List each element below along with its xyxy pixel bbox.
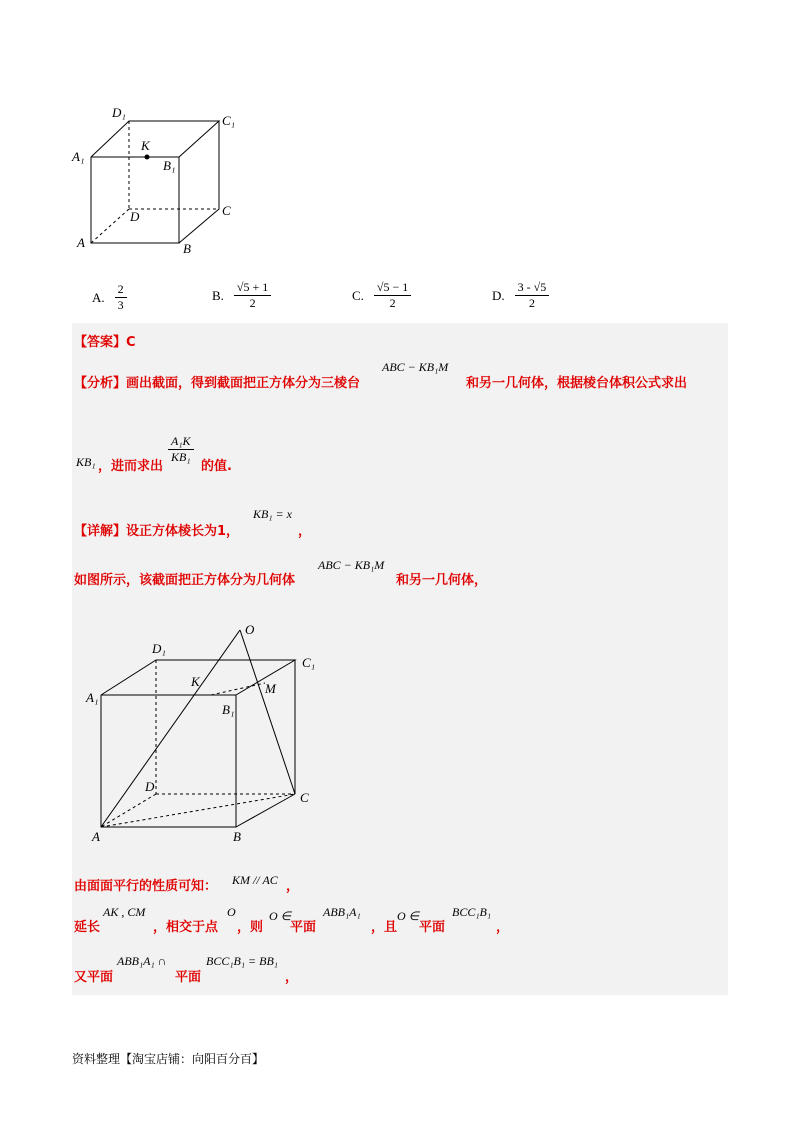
detail-math-2: ABC − KB₁M <box>318 558 385 572</box>
analysis-frac-den: KB₁ <box>171 450 191 464</box>
label2-k: K <box>191 674 200 689</box>
cube-figure-2 <box>80 615 340 845</box>
label-d1: D₁ <box>112 105 126 120</box>
reason-line-3-c: ， <box>285 970 299 985</box>
option-d-num: 3 - √5 <box>515 281 550 296</box>
label2-d1: D₁ <box>152 641 166 656</box>
label-k: K <box>141 138 150 153</box>
reason-line-1-math: KM // AC <box>232 873 278 887</box>
label-c: C <box>222 203 231 218</box>
label2-b1: B₁ <box>222 702 235 717</box>
label-c1: C₁ <box>222 113 236 128</box>
reason-line-2-m5: O ∈ <box>397 909 420 923</box>
option-b[interactable] <box>212 281 271 310</box>
analysis-math-1: ABC − KB₁M <box>382 360 449 374</box>
answer-tag: 【答案】 <box>74 335 127 350</box>
reason-line-1-text: 由面面平行的性质可知： <box>74 879 218 894</box>
option-a-num: 2 <box>115 283 127 298</box>
option-a-letter: A. <box>92 289 105 305</box>
label-d: D <box>130 209 140 224</box>
top-face <box>91 121 219 157</box>
reason-line-1-end: ， <box>286 879 300 894</box>
reason-line-2-m1: AK , CM <box>103 905 146 919</box>
analysis-math-2: KB₁ <box>76 455 96 469</box>
reason-line-2-g: ， <box>496 920 510 935</box>
analysis-fraction <box>168 435 194 464</box>
option-a-den: 3 <box>117 298 124 312</box>
point-k <box>145 155 149 159</box>
analysis-text-3: ，进而求出 <box>98 459 164 474</box>
option-c-fraction <box>374 281 411 310</box>
answer-value: C <box>126 335 136 350</box>
label2-o: O <box>245 622 255 637</box>
reason-line-2-m3: O ∈ <box>269 909 292 923</box>
option-d-den: 2 <box>528 296 535 310</box>
reason-line-3-a: 又平面 <box>74 970 114 985</box>
detail-math-1: KB₁ = x <box>253 507 292 521</box>
option-a[interactable] <box>92 283 127 312</box>
reason-line-2-d: 平面 <box>290 920 317 935</box>
option-c[interactable] <box>352 281 411 310</box>
option-c-letter: C. <box>352 287 364 303</box>
option-d[interactable] <box>492 281 549 310</box>
option-c-den: 2 <box>389 296 396 310</box>
label2-a1: A₁ <box>86 690 99 705</box>
detail-text-1: 设正方体棱长为1， <box>126 524 240 539</box>
reason-line-2-e: ，且 <box>371 920 398 935</box>
label2-c1: C₁ <box>302 655 316 670</box>
label-b1: B₁ <box>163 158 176 173</box>
reason-line-3-m2: BCC₁B₁ = BB₁ <box>206 954 278 968</box>
detail-line-1 <box>74 520 239 539</box>
option-d-fraction <box>515 281 550 310</box>
reason-line-3-b: 平面 <box>175 970 202 985</box>
option-b-letter: B. <box>212 287 224 303</box>
analysis-tag: 【分析】 <box>74 376 127 391</box>
footer-source: 资料整理【淘宝店铺：向阳百分百】 <box>72 1052 265 1066</box>
analysis-text-4: 的值. <box>201 459 232 474</box>
option-c-num: √5 − 1 <box>374 281 411 296</box>
label2-b: B <box>233 829 241 844</box>
analysis-text-2: 和另一几何体，根据棱台体积公式求出 <box>466 376 688 391</box>
analysis-text-1: 画出截面，得到截面把正方体分为三棱台 <box>126 376 361 391</box>
label2-a: A <box>92 829 100 844</box>
label-b: B <box>183 241 191 256</box>
reason-line-3-m1: ABB₁A₁ ∩ <box>117 954 167 968</box>
label2-c: C <box>300 790 309 805</box>
option-d-letter: D. <box>492 287 505 303</box>
option-b-fraction <box>234 281 271 310</box>
reason-line-2-c: ，则 <box>237 920 264 935</box>
label2-m: M <box>265 681 276 696</box>
answer-line <box>74 331 136 350</box>
label-a: A <box>77 235 85 250</box>
reason-line-2-m6: BCC₁B₁ <box>452 905 492 919</box>
reason-line-2-a: 延长 <box>74 920 101 935</box>
analysis-line-1 <box>74 372 360 391</box>
detail-tag: 【详解】 <box>74 524 127 539</box>
reason-line-2-m4: ABB₁A₁ <box>323 905 361 919</box>
detail-text-2b: 和另一几何体， <box>396 573 488 588</box>
label-a1: A₁ <box>72 149 85 164</box>
detail-text-1b: ， <box>298 524 312 539</box>
analysis-frac-num: A₁K <box>168 435 194 450</box>
reason-line-2-f: 平面 <box>419 920 446 935</box>
reason-line-2-m2: O <box>227 905 236 919</box>
option-a-fraction <box>115 283 127 312</box>
detail-text-2: 如图所示，该截面把正方体分为几何体 <box>74 573 296 588</box>
label2-d: D <box>145 779 155 794</box>
option-b-num: √5 + 1 <box>234 281 271 296</box>
reason-line-2-b: ，相交于点 <box>153 920 219 935</box>
option-b-den: 2 <box>249 296 256 310</box>
line-co <box>240 630 295 794</box>
